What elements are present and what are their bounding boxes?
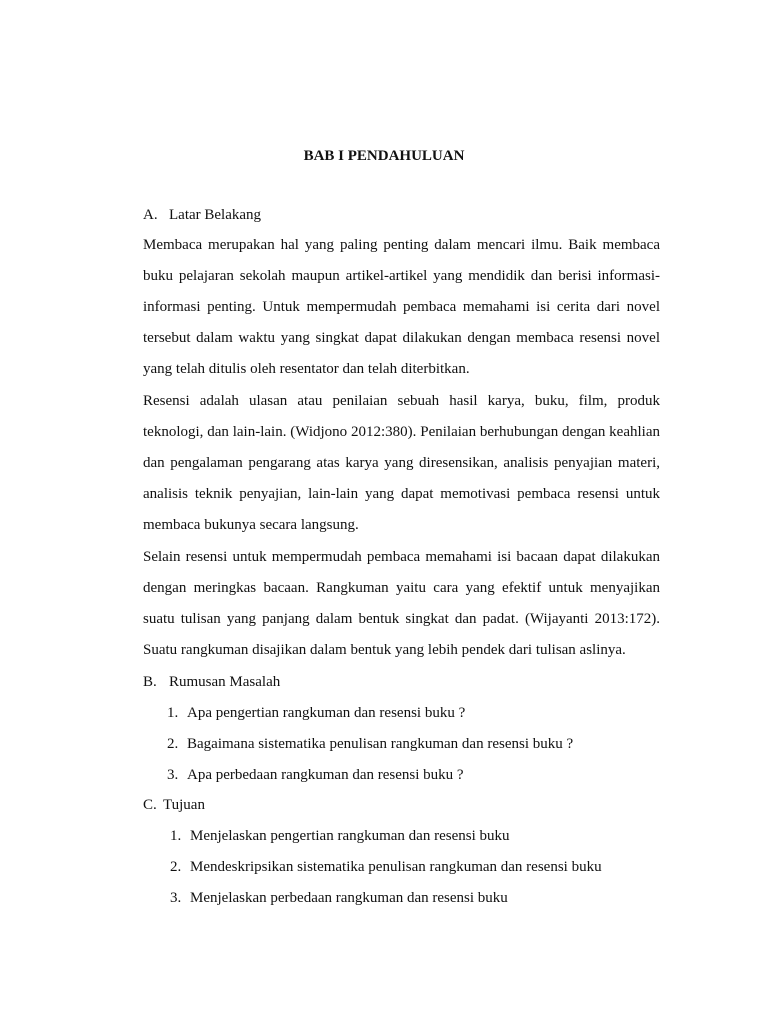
page-title: BAB I PENDAHULUAN	[303, 148, 465, 164]
section-title: Latar Belakang	[169, 207, 262, 223]
list-text: Bagaimana sistematika penulisan rangkuman dan resensi buku ?	[187, 736, 574, 752]
tujuan-list	[170, 821, 602, 914]
list-number: 3.	[170, 890, 182, 906]
list-number: 2.	[170, 859, 182, 875]
rumusan-masalah-list	[167, 698, 573, 791]
list-text: Apa pengertian rangkuman dan resensi buku ?	[187, 705, 466, 721]
section-title: Rumusan Masalah	[169, 674, 281, 690]
paragraph-rangkuman: Selain resensi untuk mempermudah pembaca memahami isi bacaan dapat dilakukan dengan meringkas bacaan. Rangkuman yaitu cara yang efektif untuk menyajikan suatu tulisan yang panjang dalam bentuk singkat dan padat. (Wijayanti 2013:172). Suatu rangkuman disajikan dalam bentuk yang lebih pendek dari tulisan aslinya.	[143, 549, 660, 658]
list-item	[170, 883, 602, 914]
list-text: Menjelaskan pengertian rangkuman dan resensi buku	[190, 828, 510, 844]
section-label: B.	[143, 674, 157, 690]
section-heading-rumusan-masalah	[143, 672, 280, 692]
paragraph-membaca: Membaca merupakan hal yang paling penting dalam mencari ilmu. Baik membaca buku pelajaran sekolah maupun artikel-artikel yang mendidik dan berisi informasi-informasi penting. Untuk mempermudah pembaca memahami isi cerita dari novel tersebut dalam waktu yang singkat dapat dilakukan dengan membaca resensi novel yang telah ditulis oleh resentator dan telah diterbitkan.	[143, 237, 660, 377]
list-number: 2.	[167, 736, 179, 752]
paragraph-resensi: Resensi adalah ulasan atau penilaian sebuah hasil karya, buku, film, produk teknologi, dan lain-lain. (Widjono 2012:380). Penilaian berhubungan dengan keahlian dan pengalaman pengarang atas karya yang diresensikan, analisis penyajian materi, analisis teknik penyajian, lain-lain yang dapat memotivasi pembaca resensi untuk membaca bukunya secara langsung.	[143, 393, 660, 533]
list-item	[167, 698, 573, 729]
section-heading-latar-belakang	[143, 205, 261, 225]
list-item	[167, 729, 573, 760]
section-heading-tujuan	[143, 795, 205, 815]
list-text: Menjelaskan perbedaan rangkuman dan resensi buku	[190, 890, 508, 906]
list-number: 3.	[167, 767, 179, 783]
section-label: A.	[143, 207, 158, 223]
list-item	[170, 821, 602, 852]
list-item	[170, 852, 602, 883]
list-text: Mendeskripsikan sistematika penulisan rangkuman dan resensi buku	[190, 859, 602, 875]
section-title: Tujuan	[163, 797, 205, 813]
list-number: 1.	[170, 828, 182, 844]
list-number: 1.	[167, 705, 179, 721]
list-text: Apa perbedaan rangkuman dan resensi buku ?	[187, 767, 464, 783]
section-label: C.	[143, 797, 157, 813]
list-item	[167, 760, 573, 791]
